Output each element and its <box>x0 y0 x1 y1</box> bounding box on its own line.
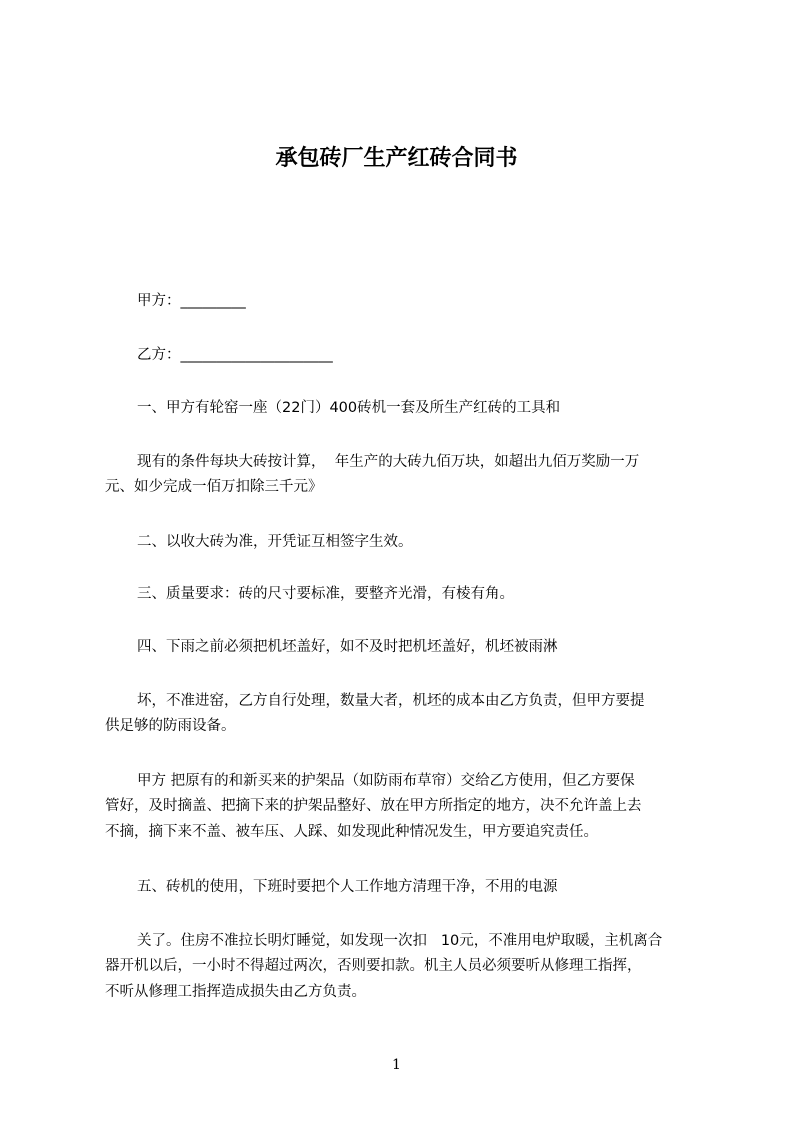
clause-5-line-1: 五、砖机的使用，下班时要把个人工作地方清理干净，不用的电源 <box>137 879 558 895</box>
clause-1-line-3: 元、如少完成一佰万扣除三千元》 <box>105 479 323 495</box>
clause-4b-line-3: 不摘，摘下来不盖、被车压、人踩、如发现此种情况发生，甲方要追究责任。 <box>105 824 598 840</box>
clause-4-line-1: 四、下雨之前必须把机坯盖好，如不及时把机坯盖好，机坯被雨淋 <box>137 639 558 655</box>
clause-4b-line-2: 管好，及时摘盖、把摘下来的护架品整好、放在甲方所指定的地方，决不允许盖上去 <box>105 798 642 814</box>
clause-2-line: 二、以收大砖为准，开凭证互相签字生效。 <box>137 534 413 550</box>
clause-5-line-2: 关了。住房不准拉长明灯睡觉，如发现一次扣 10元，不准用电炉取暖，主机离合 <box>137 933 663 949</box>
party-a-line: 甲方：_________ <box>137 293 246 309</box>
clause-5-line-4: 不听从修理工指挥造成损失由乙方负责。 <box>105 984 366 1000</box>
clause-1-line-1: 一、甲方有轮窑一座（22门）400砖机一套及所生产红砖的工具和 <box>137 400 561 416</box>
page-number: 1 <box>392 1057 401 1073</box>
party-b-line: 乙方：_____________________ <box>137 347 333 363</box>
document-title: 承包砖厂生产红砖合同书 <box>275 146 518 171</box>
clause-1-line-2: 现有的条件每块大砖按计算， 年生产的大砖九佰万块，如超出九佰万奖励一万 <box>137 454 640 470</box>
clause-4b-line-1: 甲方 把原有的和新买来的护架品（如防雨布草帘）交给乙方使用，但乙方要保 <box>137 773 635 789</box>
clause-5-line-3: 器开机以后，一小时不得超过两次，否则要扣款。机主人员必须要听从修理工指挥， <box>105 958 642 974</box>
clause-4-line-3: 供足够的防雨设备。 <box>105 718 236 734</box>
clause-3-line: 三、质量要求：砖的尺寸要标准，要整齐光滑，有棱有角。 <box>137 586 514 602</box>
clause-4-line-2: 坏，不准进窑，乙方自行处理，数量大者，机坯的成本由乙方负责，但甲方要提 <box>137 693 645 709</box>
